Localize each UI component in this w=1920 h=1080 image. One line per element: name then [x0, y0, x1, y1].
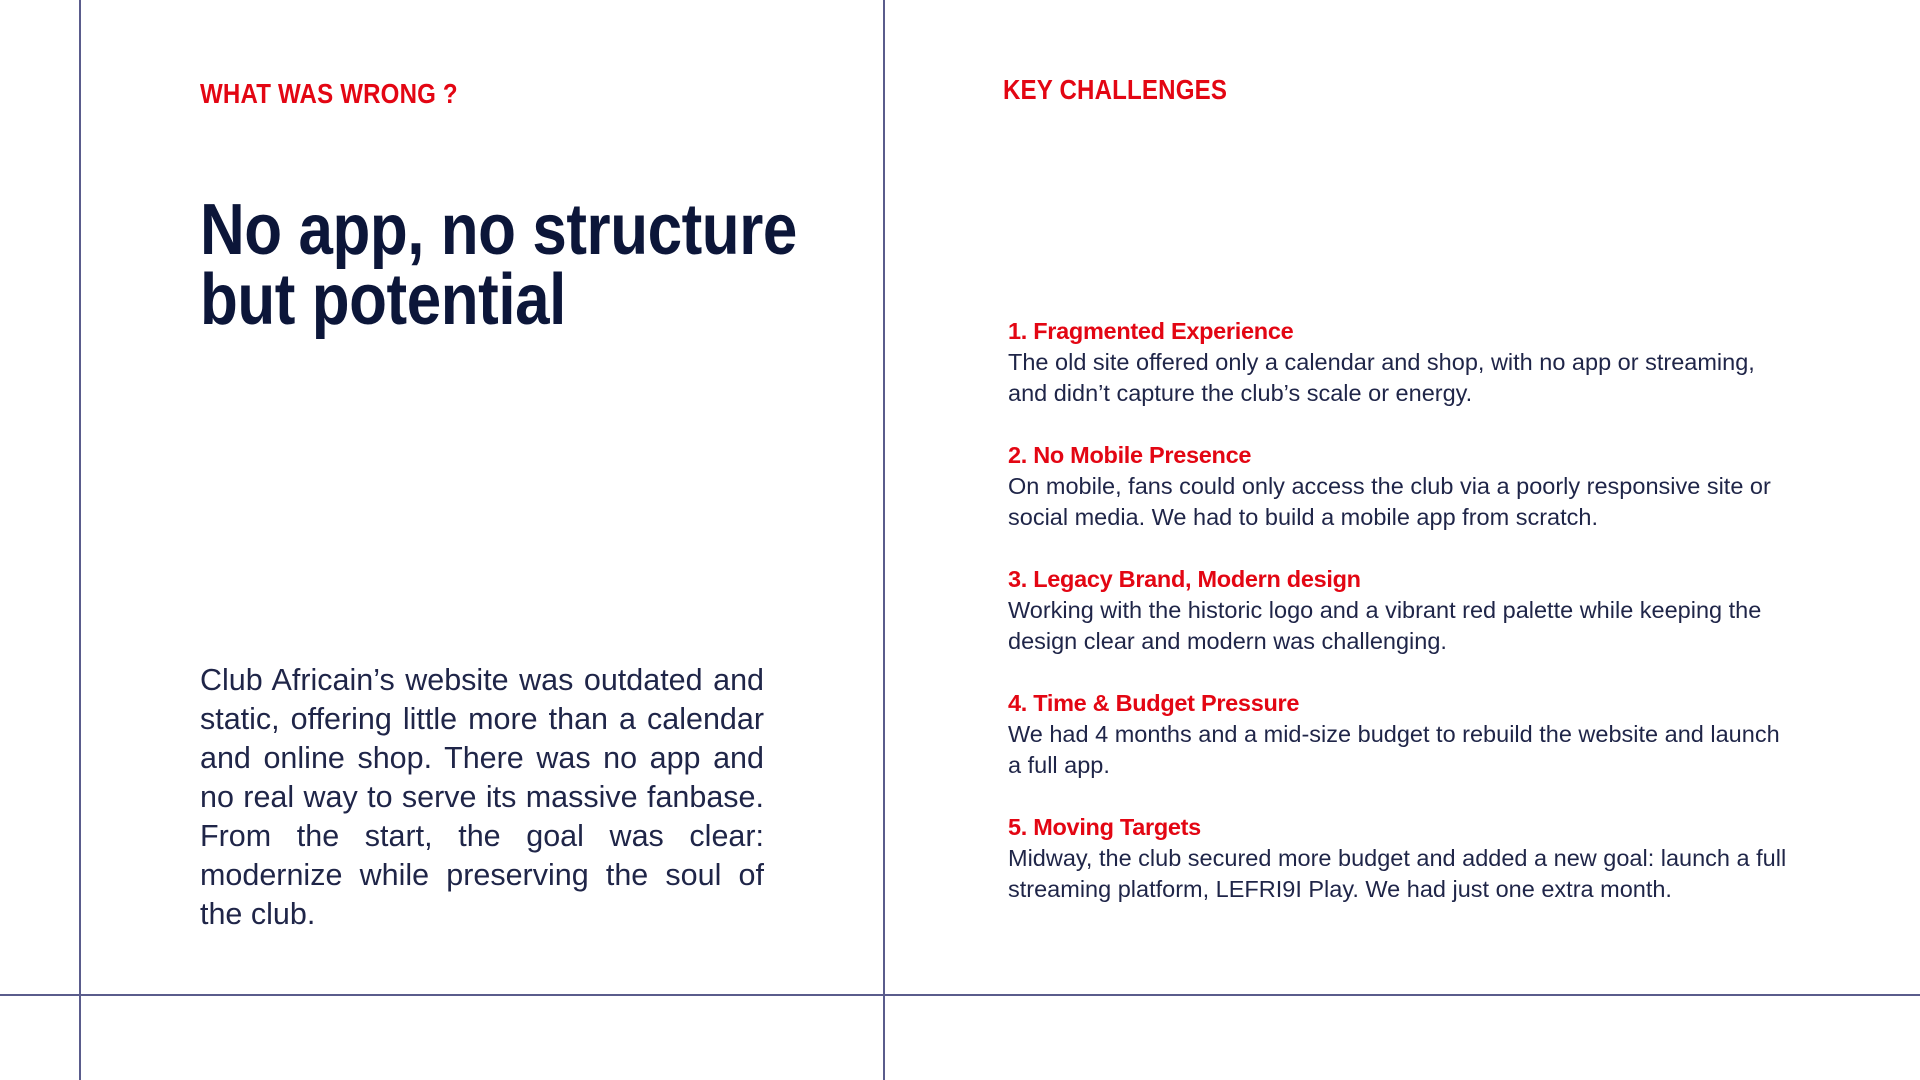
- challenges-list: [1008, 316, 1808, 936]
- challenges-eyebrow: KEY CHALLENGES: [1003, 74, 1228, 105]
- challenge-item: [1008, 688, 1808, 781]
- challenge-text: We had 4 months and a mid-size budget to rebuild the website and launch a full app.: [1008, 721, 1780, 778]
- challenge-item: [1008, 812, 1808, 905]
- headline-line-1: No app, no structure: [200, 190, 797, 270]
- challenge-text: Midway, the club secured more budget and added a new goal: launch a full streaming platform, LEFRI9I Play. We had just one extra month.: [1008, 845, 1787, 902]
- challenge-title: 2. No Mobile Presence: [1008, 442, 1252, 468]
- headline-line-2: but potential: [200, 260, 566, 340]
- challenge-text: Working with the historic logo and a vibrant red palette while keeping the design clear and modern was challenging.: [1008, 597, 1762, 654]
- challenge-text: The old site offered only a calendar and shop, with no app or streaming, and didn’t capture the club’s scale or energy.: [1008, 349, 1755, 406]
- grid-line-left: [79, 0, 81, 1080]
- grid-line-center: [883, 0, 885, 1080]
- challenge-title: 3. Legacy Brand, Modern design: [1008, 566, 1361, 592]
- challenge-text: On mobile, fans could only access the club via a poorly responsive site or social media. We had to build a mobile app from scratch.: [1008, 473, 1771, 530]
- problem-eyebrow: WHAT WAS WRONG ?: [200, 78, 458, 109]
- challenge-item: [1008, 316, 1808, 409]
- challenge-item: [1008, 440, 1808, 533]
- challenge-item: [1008, 564, 1808, 657]
- problem-intro-paragraph: Club Africain’s website was outdated and static, offering little more than a calendar and online shop. There was no app and no real way to serve its massive fanbase. From the start, the goal was clear: modernize while preserving the soul of the club.: [200, 663, 764, 931]
- problem-headline: [200, 190, 802, 340]
- challenge-title: 4. Time & Budget Pressure: [1008, 690, 1300, 716]
- grid-line-bottom: [0, 994, 1920, 996]
- challenge-title: 5. Moving Targets: [1008, 814, 1201, 840]
- challenge-title: 1. Fragmented Experience: [1008, 318, 1294, 344]
